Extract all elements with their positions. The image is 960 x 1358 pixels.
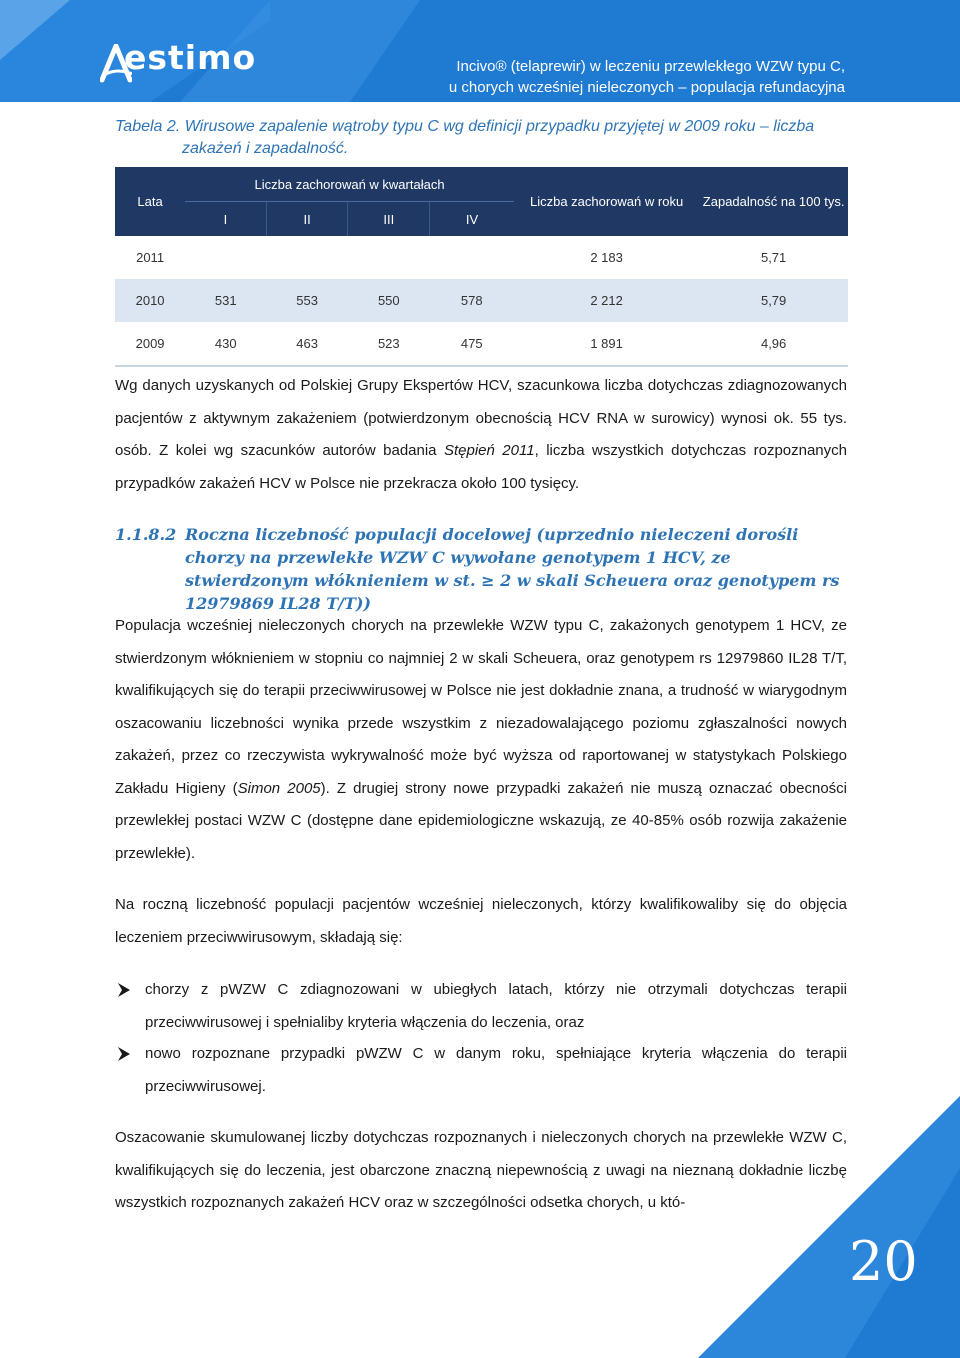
paragraph-text: Oszacowanie skumulowanej liczby dotychczas rozpoznanych i nieleczonych chorych na przewlekłe WZW C, kwalifikujących się do leczenia, jest obarczone znaczną niepewnością z uwagi na nieznaną dokładnie liczbę wszystkich rozpoznanych zakażeń HCV oraz w szczególności odsetka chorych, u któ-	[115, 1129, 847, 1211]
col-header-year-total: Liczba zachorowań w roku	[514, 167, 699, 236]
col-header-incidence: Zapadalność na 100 tys.	[699, 167, 848, 236]
document-title	[449, 56, 845, 98]
cell-q4: 475	[430, 322, 514, 366]
paragraph-experts	[115, 370, 847, 500]
citation: Stępień 2011	[443, 442, 535, 459]
cell-q1: 531	[185, 279, 266, 322]
cell-year: 2009	[115, 322, 185, 366]
cell-q1	[185, 236, 266, 279]
table-row	[115, 322, 848, 366]
cell-q4	[430, 236, 514, 279]
list-item-text: chorzy z pWZW C zdiagnozowani w ubiegłych latach, którzy nie otrzymali dotychczas terapii przeciwwirusowej i spełnialiby kryteria włączenia do leczenia, oraz	[145, 981, 847, 1031]
table-caption	[115, 116, 850, 160]
incidence-table	[115, 167, 848, 367]
col-header-q4: IV	[430, 202, 514, 237]
paragraph-population	[115, 610, 847, 870]
table-row	[115, 279, 848, 322]
list-item-text: nowo rozpoznane przypadki pWZW C w danym roku, spełniające kryteria włączenia do terapii przeciwwirusowej.	[145, 1045, 847, 1095]
cell-q3	[348, 236, 430, 279]
cell-total: 1 891	[514, 322, 699, 366]
cell-total: 2 212	[514, 279, 699, 322]
document-title-line2: u chorych wcześniej nieleczonych – populacja refundacyjna	[448, 79, 845, 96]
arrow-bullet-icon	[115, 974, 133, 1006]
section-number: 1.1.8.2	[115, 525, 177, 544]
list-item	[115, 974, 847, 1039]
cell-incidence: 5,71	[699, 236, 848, 279]
col-header-year: Lata	[115, 167, 185, 236]
paragraph-text: ). Z drugiej strony nowe przypadki zakażeń nie muszą oznaczać obecności przewlekłej postaci WZW C (dostępne dane epidemiologiczne wskazują, ze 40-85% osób rozwija zakażenie przewlekłe).	[115, 779, 847, 862]
cell-year: 2011	[115, 236, 185, 279]
paragraph-text: Wg danych uzyskanych od Polskiej Grupy Ekspertów HCV, szacunkowa liczba dotychczas zdiagnozowanych pacjentów z aktywnym zakażeniem (potwierdzonym obecnością HCV RNA w surowicy) wynosi ok. 55 tys. osób. Z kolei wg szacunków autorów badania	[115, 377, 847, 459]
arrow-bullet-icon	[115, 1038, 133, 1070]
paragraph-text: Populacja wcześniej nieleczonych chorych na przewlekłe WZW typu C, zakażonych genotypem 1 HCV, ze stwierdzonym włóknieniem w stopniu co najmniej 2 w skali Scheuera, oraz genotypem rs 12979860 IL28 T/T, kwalifikujących się do terapii przeciwwirusowej w Polsce nie jest dokładnie znana, a trudność w wiarygodnym oszacowaniu liczebności wynika przede wszystkim z niezadowalającego poziomu zgłaszalności nowych zakażeń, przez co rzeczywista wykrywalność może być wyższa od raportowanej w statystykach Polskiego Zakładu Higieny (	[115, 617, 847, 797]
corner-decoration	[660, 1058, 960, 1358]
paragraph-text: Na roczną liczebność populacji pacjentów wcześniej nieleczonych, którzy kwalifikowaliby się do objęcia leczeniem przeciwwirusowym, składają się:	[115, 896, 847, 946]
corner-triangle	[660, 1058, 960, 1358]
cell-q3: 550	[348, 279, 430, 322]
col-header-quarters: Liczba zachorowań w kwartałach	[185, 167, 514, 202]
col-header-q2: II	[266, 202, 348, 237]
section-heading	[115, 523, 850, 615]
cell-incidence: 5,79	[699, 279, 848, 322]
table-row	[115, 236, 848, 279]
cell-year: 2010	[115, 279, 185, 322]
cell-q3: 523	[348, 322, 430, 366]
col-header-q1: I	[185, 202, 266, 237]
cell-q1: 430	[185, 322, 266, 366]
col-header-q3: III	[348, 202, 430, 237]
page-number: 20	[849, 1230, 918, 1293]
logo-text: estimo	[124, 38, 257, 77]
section-title: Roczna liczebność populacji docelowej (uprzednio nieleczeni dorośli chorzy na przewlekłe WZW C wywołane genotypem 1 HCV, ze stwierdzonym włóknieniem w st. ≥ 2 w skali Scheuera oraz genotypem rs 12979869 IL28 T/T))	[185, 525, 840, 613]
citation: Simon 2005	[237, 779, 321, 797]
cell-q4: 578	[430, 279, 514, 322]
cell-q2: 463	[266, 322, 348, 366]
cell-q2	[266, 236, 348, 279]
table-caption-line1: Tabela 2. Wirusowe zapalenie wątroby typu C wg definicji przypadku przyjętej w 2009 roku – liczba	[115, 118, 815, 135]
cell-total: 2 183	[514, 236, 699, 279]
estimo-logo	[100, 38, 257, 86]
paragraph-text: , liczba wszystkich dotychczas rozpoznanych przypadków zakażeń HCV w Polsce nie przekracza około 100 tysięcy.	[115, 442, 847, 492]
document-title-line1: Incivo® (telaprewir) w leczeniu przewlekłego WZW typu C,	[456, 58, 845, 75]
paragraph-annual-size	[115, 889, 847, 954]
cell-q2: 553	[266, 279, 348, 322]
table-caption-line2: zakażeń i zapadalność.	[182, 140, 349, 157]
cell-incidence: 4,96	[699, 322, 848, 366]
